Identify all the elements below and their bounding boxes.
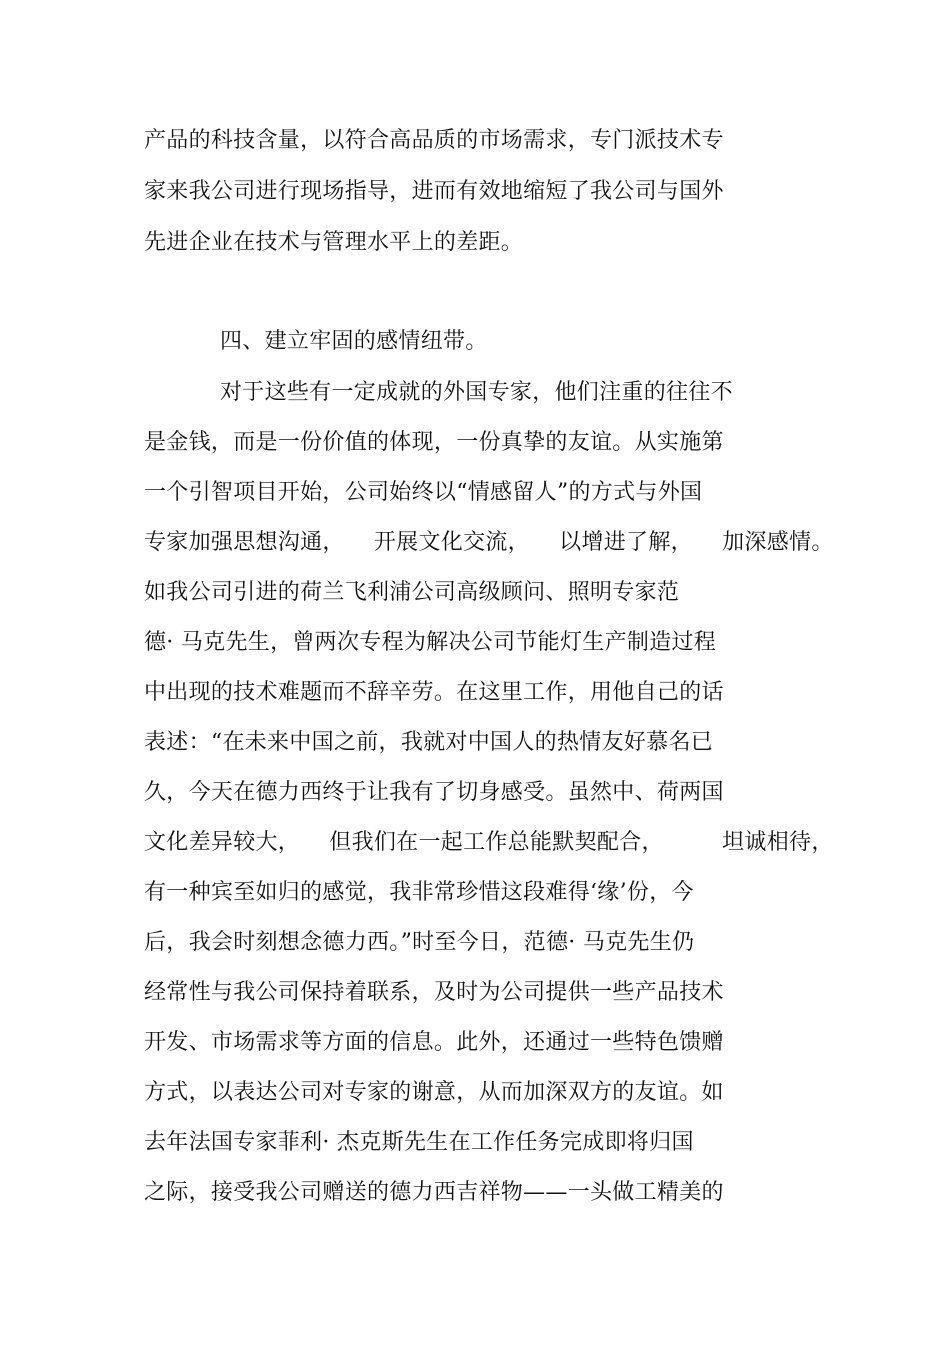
paragraph-line: 经常性与我公司保持着联系，及时为公司提供一些产品技术 (144, 980, 724, 1005)
paragraph-line: 中出现的技术难题而不辞辛劳。在这里工作，用他自己的话 (144, 680, 724, 705)
paragraph-line: 表述：“在未来中国之前，我就对中国人的热情友好慕名已 (144, 730, 714, 755)
paragraph-line: 如我公司引进的荷兰飞利浦公司高级顾问、照明专家范 (144, 580, 680, 605)
paragraph-line: 文化差异较大， 但我们在一起工作总能默契配合， 坦诚相待， (144, 830, 834, 855)
paragraph-line: 是金钱，而是一份价值的体现，一份真挚的友谊。从实施第 (144, 430, 724, 455)
paragraph-line: 后，我会时刻想念德力西。”时至今日，范德· 马克先生仍 (144, 930, 695, 955)
paragraph-line: 德· 马克先生，曾两次专程为解决公司节能灯生产制造过程 (144, 630, 717, 655)
paragraph-line: 先进企业在技术与管理水平上的差距。 (144, 230, 524, 255)
paragraph-line: 家来我公司进行现场指导，进而有效地缩短了我公司与国外 (144, 179, 724, 204)
paragraph-line: 久，今天在德力西终于让我有了切身感受。虽然中、荷两国 (144, 780, 724, 805)
paragraph-line: 去年法国专家菲利· 杰克斯先生在工作任务完成即将归国 (144, 1130, 694, 1155)
paragraph-line: 之际，接受我公司赠送的德力西吉祥物——一头做工精美的 (144, 1180, 724, 1205)
paragraph-line: 有一种宾至如归的感觉，我非常珍惜这段难得‘缘’份，今 (144, 880, 694, 905)
paragraph-line: 对于这些有一定成就的外国专家，他们注重的往往不 (220, 380, 733, 405)
paragraph-line: 方式，以表达公司对专家的谢意，从而加深双方的友谊。如 (144, 1080, 724, 1105)
paragraph-line: 产品的科技含量，以符合高品质的市场需求，专门派技术专 (144, 128, 724, 153)
paragraph-line: 一个引智项目开始，公司始终以“情感留人”的方式与外国 (144, 480, 703, 505)
section-heading: 四、建立牢固的感情纽带。 (220, 329, 488, 354)
paragraph-line: 专家加强思想沟通， 开展文化交流， 以增进了解， 加深感情。 (144, 530, 834, 555)
paragraph-line: 开发、市场需求等方面的信息。此外，还通过一些特色馈赠 (144, 1030, 724, 1055)
